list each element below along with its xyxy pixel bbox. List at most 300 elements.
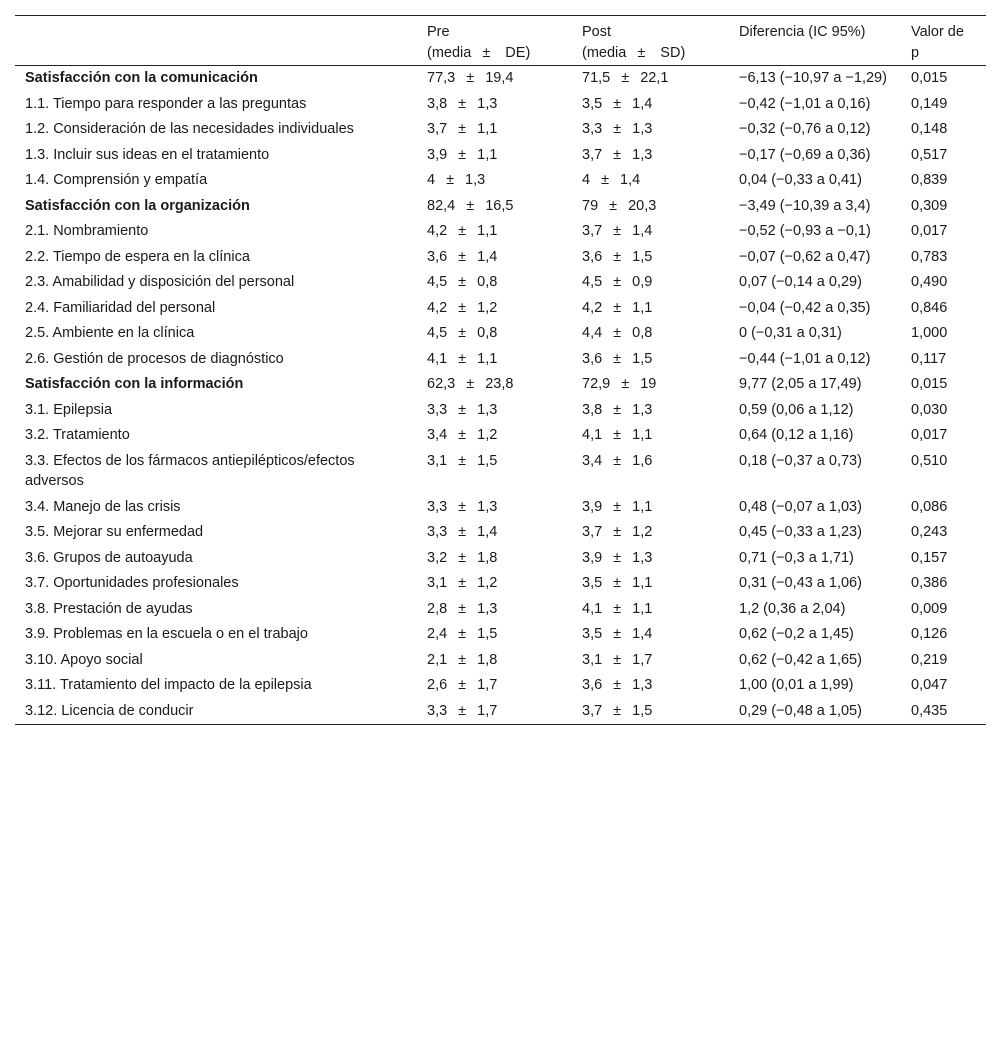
post-sd: 1,5	[632, 248, 653, 265]
table-row	[15, 117, 986, 143]
row-label: Satisfacción con la comunicación	[25, 70, 258, 86]
pre-mean: 3,2	[427, 549, 448, 566]
table-row	[15, 168, 986, 194]
header-post-title: Post	[582, 24, 612, 40]
post-mean-sd	[582, 349, 719, 370]
table-row	[15, 423, 986, 449]
pre-sd: 1,3	[477, 600, 498, 617]
pre-mean-sd	[427, 675, 562, 696]
diff-cell: 0 (−0,31 a 0,31)	[739, 325, 842, 341]
table-row	[15, 648, 986, 674]
pre-sd: 0,8	[477, 325, 498, 341]
pre-mean-sd	[427, 323, 562, 344]
post-cell	[572, 622, 729, 648]
row-label: 2.1. Nombramiento	[25, 223, 149, 239]
post-pm: ±	[613, 95, 622, 112]
diff-cell: −0,52 (−0,93 a −0,1)	[739, 223, 871, 239]
post-mean: 3,7	[582, 223, 603, 239]
p-value-cell: 0,839	[911, 172, 948, 188]
pre-mean: 3,7	[427, 121, 448, 137]
pre-mean: 4,5	[427, 325, 448, 341]
row-label: 1.1. Tiempo para responder a las preguntas	[25, 95, 307, 112]
post-mean: 3,6	[582, 350, 603, 367]
table-row	[15, 321, 986, 347]
pre-pm: ±	[458, 651, 467, 668]
diff-cell: 1,2 (0,36 a 2,04)	[739, 600, 846, 617]
post-mean-sd	[582, 298, 719, 319]
pre-cell	[417, 347, 572, 373]
table-section-row	[15, 372, 986, 398]
pre-mean: 62,3	[427, 376, 456, 392]
post-mean: 4,4	[582, 325, 603, 341]
post-cell	[572, 372, 729, 398]
row-label: 3.12. Licencia de conducir	[25, 702, 194, 719]
pre-pm: ±	[466, 376, 475, 392]
pre-mean: 3,9	[427, 146, 448, 163]
pre-sd: 1,3	[477, 498, 498, 515]
header-p-value: Valor de p	[911, 24, 964, 61]
post-sd: 1,5	[632, 350, 653, 367]
pre-pm: ±	[458, 401, 467, 418]
pre-sd: 1,8	[477, 549, 498, 566]
pre-mean-sd	[427, 247, 562, 268]
pre-mean: 2,1	[427, 651, 448, 668]
pre-mean: 3,3	[427, 524, 448, 540]
table-row	[15, 546, 986, 572]
header-post	[572, 16, 729, 66]
post-pm: ±	[613, 274, 622, 290]
pre-mean-sd	[427, 145, 562, 166]
post-mean-sd	[582, 94, 719, 115]
p-value-cell: 0,219	[911, 651, 948, 668]
post-cell	[572, 321, 729, 347]
pre-pm: ±	[466, 197, 475, 214]
post-mean: 3,5	[582, 575, 603, 591]
pre-sd: 1,3	[477, 95, 498, 112]
pre-cell	[417, 546, 572, 572]
post-cell	[572, 219, 729, 245]
post-cell	[572, 597, 729, 623]
post-pm: ±	[613, 248, 622, 265]
pre-mean-sd	[427, 94, 562, 115]
post-pm: ±	[613, 702, 622, 719]
table-row	[15, 622, 986, 648]
p-value-cell: 0,030	[911, 401, 948, 418]
post-cell	[572, 520, 729, 546]
post-mean: 3,1	[582, 651, 603, 668]
post-cell	[572, 270, 729, 296]
pre-sd: 1,1	[477, 146, 498, 163]
pre-mean-sd	[427, 573, 562, 594]
post-mean-sd	[582, 323, 719, 344]
diff-cell: −0,07 (−0,62 a 0,47)	[739, 248, 871, 265]
post-sd: 1,4	[632, 223, 653, 239]
pre-mean-sd	[427, 497, 562, 518]
pre-mean-sd	[427, 400, 562, 421]
post-sd: 19	[640, 376, 657, 392]
table-row	[15, 245, 986, 271]
pre-sd: 1,2	[477, 299, 498, 316]
p-value-cell: 0,846	[911, 299, 948, 316]
pre-mean: 77,3	[427, 70, 456, 86]
header-post-sub	[582, 43, 719, 64]
pre-cell	[417, 398, 572, 424]
post-mean: 4,1	[582, 600, 603, 617]
post-cell	[572, 423, 729, 449]
post-pm: ±	[613, 121, 622, 137]
pre-pm: ±	[458, 600, 467, 617]
diff-cell: 0,62 (−0,42 a 1,65)	[739, 651, 862, 668]
post-mean-sd	[582, 425, 719, 446]
post-pm: ±	[613, 427, 622, 443]
post-mean-sd	[582, 119, 719, 140]
pre-cell	[417, 270, 572, 296]
pre-mean-sd	[427, 196, 562, 217]
header-pre-sd-label: DE)	[505, 44, 531, 61]
pre-mean-sd	[427, 68, 562, 89]
pre-sd: 1,1	[477, 121, 498, 137]
pre-pm: ±	[458, 575, 467, 591]
post-mean: 3,8	[582, 401, 603, 418]
pre-mean: 4	[427, 172, 436, 188]
pre-mean: 82,4	[427, 197, 456, 214]
table-row	[15, 143, 986, 169]
row-label: 2.2. Tiempo de espera en la clínica	[25, 248, 250, 265]
post-pm: ±	[621, 70, 630, 86]
pre-sd: 0,8	[477, 274, 498, 290]
pre-sd: 1,8	[477, 651, 498, 668]
pre-pm: ±	[458, 325, 467, 341]
post-mean-sd	[582, 451, 719, 472]
diff-cell: 0,64 (0,12 a 1,16)	[739, 427, 854, 443]
pre-cell	[417, 648, 572, 674]
post-pm: ±	[613, 223, 622, 239]
post-mean: 4,5	[582, 274, 603, 290]
header-diff: Diferencia (IC 95%)	[739, 24, 866, 40]
p-value-cell: 0,149	[911, 95, 948, 112]
pre-mean-sd	[427, 548, 562, 569]
pre-pm: ±	[458, 274, 467, 290]
row-label: 3.10. Apoyo social	[25, 651, 143, 668]
table-row	[15, 219, 986, 245]
p-value-cell: 0,126	[911, 626, 948, 642]
table-row	[15, 347, 986, 373]
pre-mean-sd	[427, 272, 562, 293]
post-sd: 1,3	[632, 401, 653, 418]
results-table	[15, 15, 986, 725]
pre-cell	[417, 372, 572, 398]
row-label: 2.6. Gestión de procesos de diagnóstico	[25, 350, 284, 367]
pre-pm: ±	[458, 427, 467, 443]
post-mean-sd	[582, 675, 719, 696]
post-cell	[572, 296, 729, 322]
pre-sd: 1,7	[477, 702, 498, 719]
p-value-cell: 0,490	[911, 274, 948, 290]
post-mean: 3,5	[582, 95, 603, 112]
post-cell	[572, 648, 729, 674]
post-mean-sd	[582, 497, 719, 518]
pre-sd: 1,3	[465, 172, 486, 188]
pre-sd: 1,2	[477, 427, 498, 443]
row-label: 3.11. Tratamiento del impacto de la epilepsia	[25, 677, 312, 693]
post-pm: ±	[613, 146, 622, 163]
diff-cell: 0,59 (0,06 a 1,12)	[739, 401, 854, 418]
post-sd: 0,9	[632, 274, 653, 290]
table-row	[15, 270, 986, 296]
header-post-pm: ±	[637, 44, 646, 61]
pre-sd: 1,4	[477, 524, 498, 540]
pre-mean: 3,8	[427, 95, 448, 112]
post-mean-sd	[582, 272, 719, 293]
post-sd: 1,6	[632, 452, 653, 469]
post-sd: 1,7	[632, 651, 653, 668]
post-pm: ±	[613, 549, 622, 566]
pre-sd: 23,8	[485, 376, 514, 392]
pre-sd: 1,1	[477, 350, 498, 367]
post-cell	[572, 398, 729, 424]
post-cell	[572, 699, 729, 725]
pre-cell	[417, 673, 572, 699]
pre-cell	[417, 423, 572, 449]
pre-cell	[417, 449, 572, 495]
row-label: Satisfacción con la organización	[25, 197, 250, 214]
header-post-mean-label: (media	[582, 44, 627, 61]
table-row	[15, 571, 986, 597]
pre-mean: 3,3	[427, 702, 448, 719]
post-mean-sd	[582, 247, 719, 268]
diff-cell: 0,04 (−0,33 a 0,41)	[739, 172, 862, 188]
diff-cell: −0,44 (−1,01 a 0,12)	[739, 350, 871, 367]
post-sd: 22,1	[640, 70, 669, 86]
table-row	[15, 398, 986, 424]
pre-pm: ±	[458, 677, 467, 693]
pre-mean-sd	[427, 170, 562, 191]
pre-cell	[417, 168, 572, 194]
row-label: Satisfacción con la información	[25, 376, 244, 392]
post-mean-sd	[582, 522, 719, 543]
pre-mean: 3,3	[427, 498, 448, 515]
post-cell	[572, 347, 729, 373]
table-section-row	[15, 194, 986, 220]
post-pm: ±	[613, 401, 622, 418]
post-mean-sd	[582, 650, 719, 671]
pre-pm: ±	[458, 95, 467, 112]
row-label: 3.7. Oportunidades profesionales	[25, 575, 239, 591]
pre-cell	[417, 219, 572, 245]
pre-cell	[417, 92, 572, 118]
header-pre-sub	[427, 43, 562, 64]
results-table-container	[15, 15, 986, 725]
table-row	[15, 673, 986, 699]
pre-mean-sd	[427, 425, 562, 446]
pre-mean-sd	[427, 298, 562, 319]
post-sd: 1,3	[632, 121, 653, 137]
post-mean-sd	[582, 170, 719, 191]
pre-mean: 3,1	[427, 575, 448, 591]
post-mean: 3,7	[582, 146, 603, 163]
post-mean: 79	[582, 197, 599, 214]
post-mean-sd	[582, 599, 719, 620]
pre-mean-sd	[427, 624, 562, 645]
pre-mean: 4,2	[427, 223, 448, 239]
diff-cell: 0,18 (−0,37 a 0,73)	[739, 452, 862, 469]
post-pm: ±	[613, 299, 622, 316]
post-mean: 72,9	[582, 376, 611, 392]
pre-mean-sd	[427, 119, 562, 140]
row-label: 1.3. Incluir sus ideas en el tratamiento	[25, 146, 270, 163]
post-cell	[572, 168, 729, 194]
post-sd: 0,8	[632, 325, 653, 341]
pre-cell	[417, 117, 572, 143]
pre-pm: ±	[458, 350, 467, 367]
diff-cell: 0,71 (−0,3 a 1,71)	[739, 549, 854, 566]
pre-pm: ±	[458, 146, 467, 163]
post-cell	[572, 673, 729, 699]
pre-mean: 4,2	[427, 299, 448, 316]
row-label: 1.4. Comprensión y empatía	[25, 172, 208, 188]
post-mean: 4,2	[582, 299, 603, 316]
post-mean-sd	[582, 701, 719, 722]
post-pm: ±	[613, 524, 622, 540]
pre-sd: 1,2	[477, 575, 498, 591]
pre-mean: 2,4	[427, 626, 448, 642]
pre-pm: ±	[446, 172, 455, 188]
post-sd: 1,1	[632, 600, 653, 617]
pre-pm: ±	[458, 524, 467, 540]
post-pm: ±	[613, 452, 622, 469]
post-mean: 4,1	[582, 427, 603, 443]
pre-cell	[417, 699, 572, 725]
post-mean-sd	[582, 548, 719, 569]
post-mean-sd	[582, 400, 719, 421]
post-pm: ±	[621, 376, 630, 392]
diff-cell: 0,07 (−0,14 a 0,29)	[739, 274, 862, 290]
post-cell	[572, 245, 729, 271]
diff-cell: −0,32 (−0,76 a 0,12)	[739, 121, 871, 137]
pre-mean-sd	[427, 451, 562, 472]
post-mean-sd	[582, 624, 719, 645]
row-label: 3.3. Efectos de los fármacos antiepilépticos/efectos adversos	[25, 452, 355, 489]
p-value-cell: 0,517	[911, 146, 948, 163]
post-sd: 1,3	[632, 146, 653, 163]
post-sd: 1,1	[632, 498, 653, 515]
p-value-cell: 0,015	[911, 70, 948, 86]
pre-cell	[417, 520, 572, 546]
pre-mean: 3,6	[427, 248, 448, 265]
p-value-cell: 0,009	[911, 600, 948, 617]
row-label: 3.8. Prestación de ayudas	[25, 600, 193, 617]
diff-cell: −0,17 (−0,69 a 0,36)	[739, 146, 871, 163]
table-row	[15, 92, 986, 118]
post-cell	[572, 546, 729, 572]
diff-cell: 9,77 (2,05 a 17,49)	[739, 376, 862, 392]
p-value-cell: 0,510	[911, 452, 948, 469]
pre-sd: 1,4	[477, 248, 498, 265]
p-value-cell: 0,017	[911, 427, 948, 443]
post-cell	[572, 117, 729, 143]
post-cell	[572, 143, 729, 169]
post-mean-sd	[582, 573, 719, 594]
table-section-row	[15, 66, 986, 92]
post-mean: 3,5	[582, 626, 603, 642]
p-value-cell: 0,783	[911, 248, 948, 265]
diff-cell: 0,31 (−0,43 a 1,06)	[739, 575, 862, 591]
post-pm: ±	[613, 651, 622, 668]
pre-mean: 3,4	[427, 427, 448, 443]
post-cell	[572, 66, 729, 92]
post-mean: 71,5	[582, 70, 611, 86]
table-row	[15, 699, 986, 725]
post-sd: 1,1	[632, 299, 653, 316]
post-cell	[572, 194, 729, 220]
row-label: 2.5. Ambiente en la clínica	[25, 325, 195, 341]
post-mean: 3,3	[582, 121, 603, 137]
post-pm: ±	[613, 325, 622, 341]
table-header	[15, 16, 986, 66]
pre-mean-sd	[427, 349, 562, 370]
post-mean: 3,9	[582, 498, 603, 515]
pre-cell	[417, 622, 572, 648]
p-value-cell: 0,243	[911, 524, 948, 540]
table-row	[15, 597, 986, 623]
diff-cell: 1,00 (0,01 a 1,99)	[739, 677, 854, 693]
pre-mean: 3,1	[427, 452, 448, 469]
p-value-cell: 0,017	[911, 223, 948, 239]
post-mean-sd	[582, 374, 719, 395]
post-sd: 1,2	[632, 524, 653, 540]
diff-cell: 0,62 (−0,2 a 1,45)	[739, 626, 854, 642]
pre-pm: ±	[458, 702, 467, 719]
row-label: 2.3. Amabilidad y disposición del personal	[25, 274, 295, 290]
header-pre	[417, 16, 572, 66]
header-pre-title: Pre	[427, 24, 450, 40]
diff-cell: 0,45 (−0,33 a 1,23)	[739, 524, 862, 540]
row-label: 3.4. Manejo de las crisis	[25, 498, 181, 515]
post-mean-sd	[582, 145, 719, 166]
pre-mean: 2,8	[427, 600, 448, 617]
post-sd: 1,1	[632, 575, 653, 591]
post-sd: 1,5	[632, 702, 653, 719]
pre-mean-sd	[427, 701, 562, 722]
row-label: 3.5. Mejorar su enfermedad	[25, 524, 204, 540]
pre-pm: ±	[458, 121, 467, 137]
pre-cell	[417, 571, 572, 597]
post-mean: 3,6	[582, 677, 603, 693]
post-sd: 1,4	[632, 95, 653, 112]
pre-mean: 4,5	[427, 274, 448, 290]
post-mean-sd	[582, 196, 719, 217]
pre-pm: ±	[458, 452, 467, 469]
pre-sd: 1,7	[477, 677, 498, 693]
pre-mean: 2,6	[427, 677, 448, 693]
post-pm: ±	[613, 600, 622, 617]
table-row	[15, 495, 986, 521]
p-value-cell: 0,435	[911, 702, 948, 719]
row-label: 2.4. Familiaridad del personal	[25, 299, 216, 316]
post-mean: 3,7	[582, 702, 603, 719]
row-label: 3.9. Problemas en la escuela o en el trabajo	[25, 626, 308, 642]
pre-sd: 16,5	[485, 197, 514, 214]
diff-cell: 0,48 (−0,07 a 1,03)	[739, 498, 862, 515]
p-value-cell: 0,309	[911, 197, 948, 214]
post-pm: ±	[613, 498, 622, 515]
post-cell	[572, 92, 729, 118]
pre-cell	[417, 66, 572, 92]
pre-pm: ±	[458, 498, 467, 515]
p-value-cell: 0,157	[911, 549, 948, 566]
pre-pm: ±	[458, 299, 467, 316]
pre-cell	[417, 245, 572, 271]
